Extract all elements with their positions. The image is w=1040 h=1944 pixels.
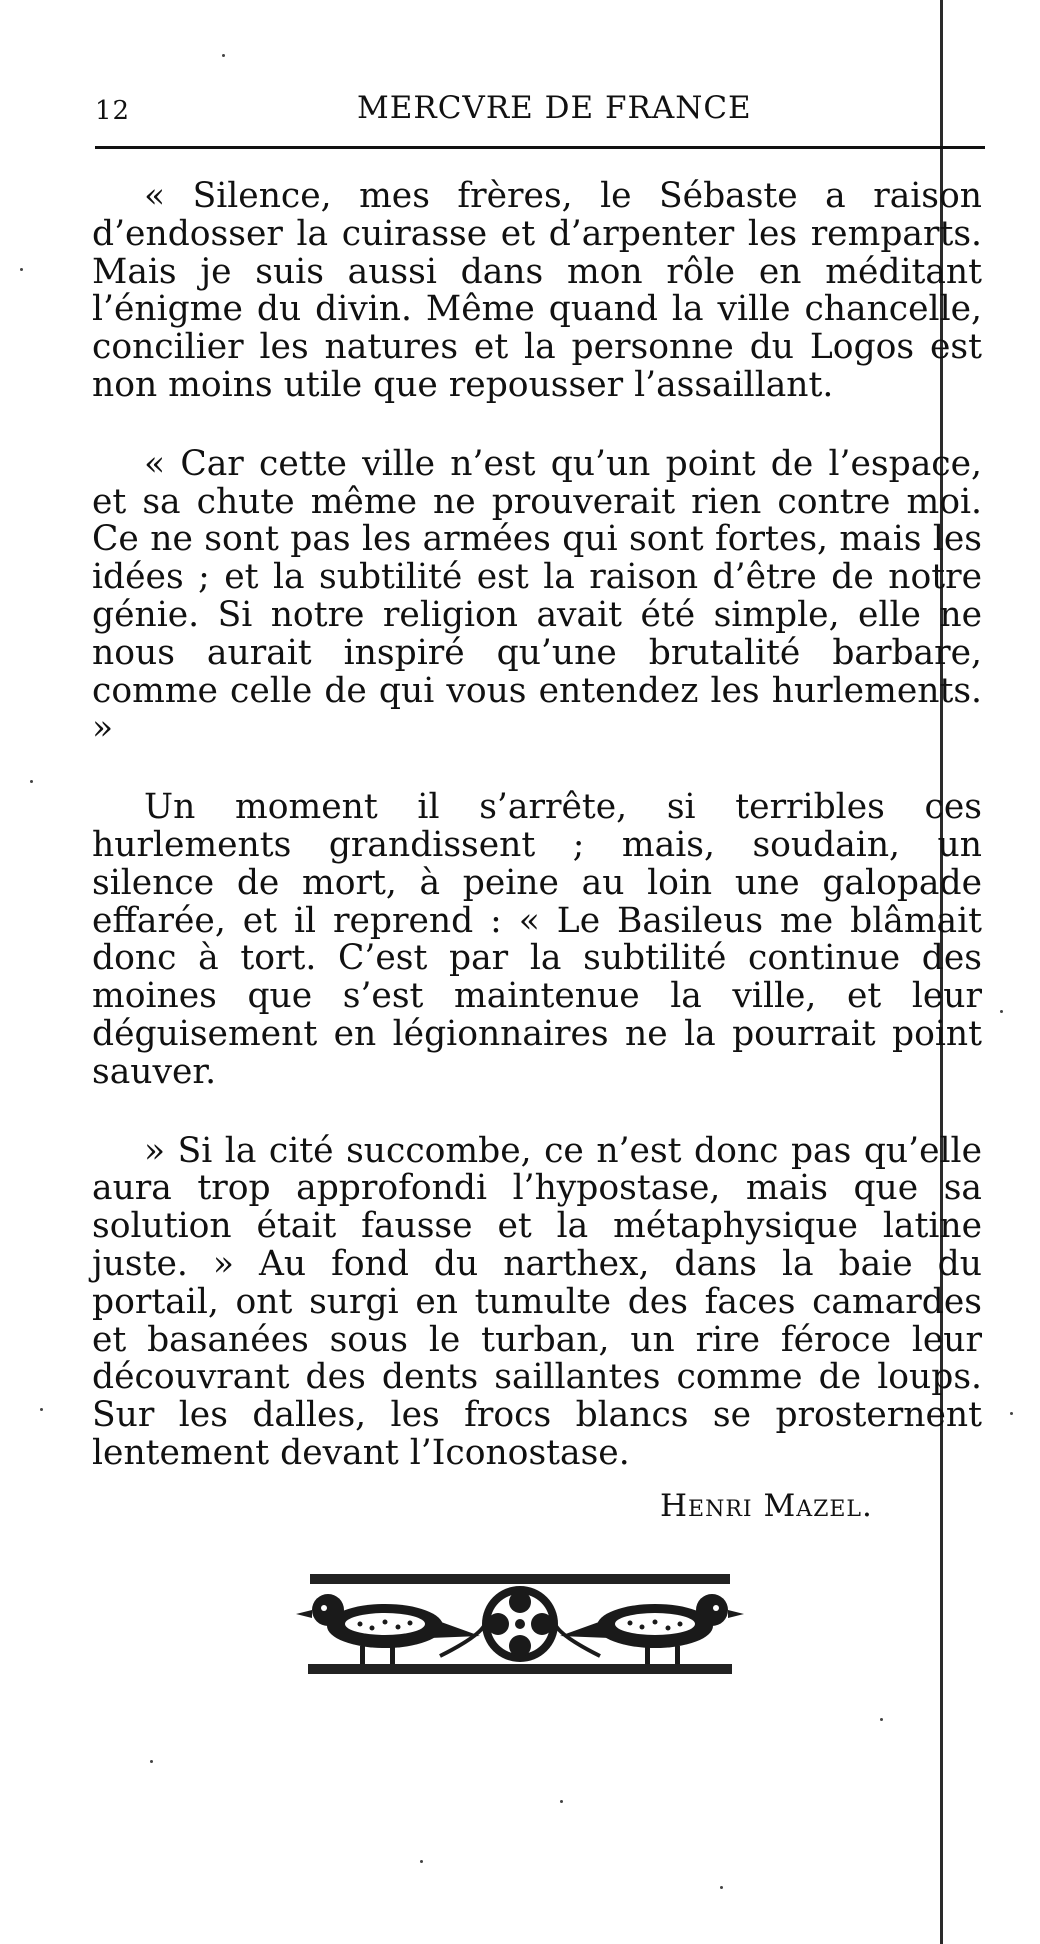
scan-speck bbox=[150, 1760, 153, 1763]
decorative-vignette-icon bbox=[290, 1566, 750, 1691]
journal-title: MERCVRE DE FRANCE bbox=[357, 90, 752, 126]
scan-speck bbox=[30, 780, 33, 783]
header-rule bbox=[95, 146, 985, 149]
scan-speck bbox=[222, 54, 225, 57]
scan-speck bbox=[1000, 1010, 1003, 1013]
page-number: 12 bbox=[95, 96, 131, 126]
scan-speck bbox=[420, 1860, 423, 1863]
author-signature: Henri Mazel. bbox=[660, 1488, 873, 1524]
scan-speck bbox=[880, 1718, 883, 1721]
paragraph-2: « Car cette ville n’est qu’un point de l’espace, et sa chute même ne prouverait rien contre moi. Ce ne sont pas les armées qui sont fortes, mais les idées ; et la subtilité est la raison d’être de notre génie. Si notre religion avait été simple, elle ne nous aurait inspiré qu’une brutalité barbare, comme celle de qui vous entendez les hurlements. » bbox=[92, 443, 982, 749]
running-head bbox=[95, 88, 985, 138]
scan-speck bbox=[560, 1800, 563, 1803]
body-text bbox=[92, 178, 982, 1473]
scan-speck bbox=[20, 268, 23, 271]
scan-speck bbox=[720, 1886, 723, 1889]
scan-speck bbox=[40, 1408, 43, 1411]
scan-speck bbox=[1010, 1412, 1013, 1415]
paragraph-1: « Silence, mes frères, le Sébaste a raison d’endosser la cuirasse et d’arpenter les remparts. Mais je suis aussi dans mon rôle en méditant l’énigme du divin. Même quand la ville chancelle, concilier les natures et la personne du Logos est non moins utile que repousser l’assaillant. bbox=[92, 176, 982, 405]
paragraph-3: Un moment il s’arrête, si terribles ces hurlements grandissent ; mais, soudain, un silence de mort, à peine au loin une galopade effarée, et il reprend : « Le Basileus me blâmait donc à tort. C’est par la subtilité continue des moines que s’est maintenue la ville, et leur déguisement en légionnaires ne la pourrait point sauver. bbox=[92, 787, 982, 1092]
paragraph-4: » Si la cité succombe, ce n’est donc pas qu’elle aura trop approfondi l’hypostase, mais que sa solution était fausse et la métaphysique latine juste. » Au fond du narthex, dans la baie du portail, ont surgi en tumulte des faces camardes et basanées sous le turban, un rire féroce leur découvrant des dents saillantes comme de loups. Sur les dalles, les frocs blancs se prosternent lentement devant l’Iconostase. bbox=[92, 1130, 982, 1473]
